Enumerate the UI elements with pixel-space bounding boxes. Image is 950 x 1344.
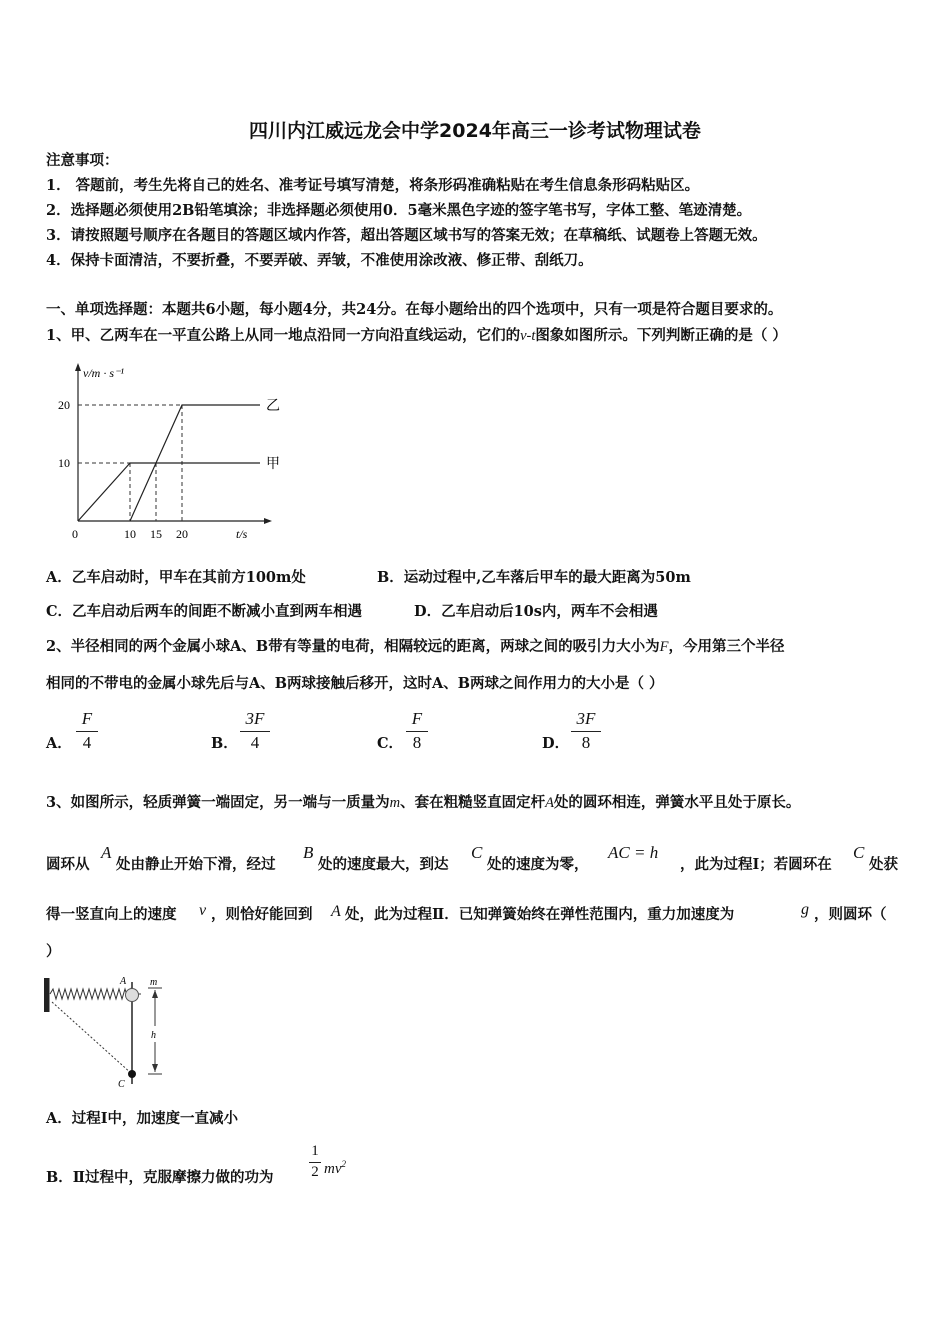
q2-option-b-num: 3F <box>245 709 265 728</box>
q3-option-b-den: 2 <box>311 1164 319 1180</box>
x-axis-arrow <box>264 518 272 524</box>
q1-option-d: D．乙车启动后10s内，两车不会相遇 <box>414 603 658 620</box>
spring-ring-figure <box>40 972 180 1094</box>
q2-option-d-den: 8 <box>581 733 591 752</box>
q3-l2c: 处的速度最大，到达 <box>318 856 449 873</box>
q2-line-1b: ，今用第三个半径 <box>668 638 785 655</box>
q3-l2e: ，此为过程Ⅰ；若圆环在 <box>680 856 832 873</box>
y-tick-label-10: 10 <box>58 456 70 470</box>
q1-option-b: B．运动过程中,乙车落后甲车的最大距离为50m <box>377 569 691 586</box>
q2-option-c-num: F <box>411 709 423 728</box>
q2-option-c-den: 8 <box>412 733 422 752</box>
q3-l2-a-symbol: A <box>101 843 112 862</box>
q2-option-b-label: B． <box>211 735 238 752</box>
series-label-jia: 甲 <box>266 457 280 472</box>
q3-option-b: B．Ⅱ过程中，克服摩擦力做的功为 <box>46 1169 274 1186</box>
q3-velocity-symbol: v <box>199 902 207 919</box>
q1-stem-a: 1、甲、乙两车在一平直公路上从同一地点沿同一方向沿直线运动，它们的 <box>46 327 521 344</box>
q2-option-a-fraction <box>76 709 98 753</box>
q3-l3d: ，则圆环（ <box>814 906 887 923</box>
q3-option-b-num: 1 <box>311 1143 319 1159</box>
q3-option-a: A．过程Ⅰ中，加速度一直减小 <box>46 1110 239 1127</box>
x-tick-label-20: 20 <box>176 527 188 541</box>
y-axis-arrow <box>75 363 81 371</box>
wall <box>44 978 49 1012</box>
q3-l2-c2-symbol: C <box>853 843 865 862</box>
q2-line-1a: 2、半径相同的两个金属小球A、B带有等量的电荷，相隔较远的距离，两球之间的吸引力大小为 <box>46 638 660 655</box>
x-axis-label: t/s <box>236 527 248 541</box>
q3-option-b-mv: mv <box>324 1161 342 1177</box>
q2-option-c-label: C． <box>377 735 404 752</box>
q3-mass-symbol: m <box>389 795 401 811</box>
fig-label-h: h <box>151 1030 156 1041</box>
notice-item-1: 1． 答题前，考生先将自己的姓名、准考证号填写清楚，将条形码准确粘贴在考生信息条形码粘贴区。 <box>46 177 700 194</box>
fig-label-c: C <box>118 1079 125 1090</box>
notice-item-3: 3．请按照题号顺序在各题目的答题区域内作答，超出答题区域书写的答案无效；在草稿纸、试题卷上答题无效。 <box>46 227 767 244</box>
notice-item-2: 2．选择题必须使用2B铅笔填涂；非选择题必须使用0．5毫米黑色字迹的签字笔书写，字体工整、笔迹清楚。 <box>46 202 752 219</box>
q2-option-d-num: 3F <box>576 709 596 728</box>
x-tick-label-15: 15 <box>150 527 162 541</box>
q3-l2-b-symbol: B <box>303 843 314 862</box>
q3-line-1 <box>46 794 800 812</box>
ring-c <box>128 1070 136 1078</box>
q2-line-2: 相同的不带电的金属小球先后与A、B两球接触后移开，这时A、B两球之间作用力的大小是（ ） <box>46 675 664 692</box>
q2-line-1 <box>46 638 784 656</box>
q3-point-a-symbol: A <box>545 795 554 811</box>
series-label-yi: 乙 <box>266 399 280 414</box>
y-axis-label: v/m · s⁻¹ <box>83 366 124 380</box>
q1-option-c: C．乙车启动后两车的间距不断减小直到两车相遇 <box>46 603 363 620</box>
q1-stem-b: 图象如图所示。下列判断正确的是（ ） <box>535 327 787 344</box>
q3-l4: ） <box>46 943 61 960</box>
q3-l3b: ，则恰好能回到 <box>211 906 313 923</box>
q3-option-b-fraction <box>309 1143 321 1181</box>
q2-option-b-den: 4 <box>250 733 260 752</box>
q3-l2-c-symbol: C <box>471 843 483 862</box>
vt-graph <box>50 355 290 545</box>
q2-option-a-label: A． <box>46 735 72 752</box>
q2-option-a-num: F <box>81 709 93 728</box>
q1-option-a: A．乙车启动时，甲车在其前方100m处 <box>46 569 306 586</box>
page-title: 四川内江威远龙会中学2024年高三一诊考试物理试卷 <box>249 120 701 142</box>
q1-stem <box>46 327 787 345</box>
q2-force-symbol: F <box>659 639 669 655</box>
q2-option-a-den: 4 <box>82 733 92 752</box>
q2-option-c-fraction <box>406 709 428 753</box>
fig-label-m: m <box>150 977 158 988</box>
series-line-jia <box>78 463 260 521</box>
x-tick-label-10: 10 <box>124 527 136 541</box>
notice-heading: 注意事项： <box>46 152 119 169</box>
q3-l2d: 处的速度为零， <box>487 856 589 873</box>
q3-l1c: 处的圆环相连，弹簧水平且处于原长。 <box>553 794 801 811</box>
q3-gravity-symbol: g <box>801 901 809 918</box>
y-tick-label-20: 20 <box>58 398 70 412</box>
fig-label-a: A <box>120 976 127 987</box>
q3-l1b: 、套在粗糙竖直固定杆 <box>400 794 546 811</box>
section-heading: 一、单项选择题：本题共6小题，每小题4分，共24分。在每小题给出的四个选项中，只有一项是符合题目要求的。 <box>46 301 783 318</box>
q2-option-b-fraction <box>240 709 270 753</box>
q3-l3-a-symbol: A <box>331 903 341 920</box>
q3-l2f: 处获 <box>869 856 898 873</box>
q2-option-d-fraction <box>571 709 601 753</box>
q2-option-d-label: D． <box>542 735 570 752</box>
q3-l1a: 3、如图所示，轻质弹簧一端固定，另一端与一质量为 <box>46 794 390 811</box>
q3-option-b-expr <box>324 1155 346 1178</box>
q3-l3c: 处，此为过程Ⅱ．已知弹簧始终在弹性范围内，重力加速度为 <box>345 906 735 923</box>
q3-option-b-exponent: 2 <box>341 1159 346 1169</box>
ring-a <box>126 989 139 1002</box>
q3-l3a: 得一竖直向上的速度 <box>46 906 177 923</box>
notice-item-4: 4．保持卡面清洁，不要折叠，不要弄破、弄皱，不准使用涂改液、修正带、刮纸刀。 <box>46 252 593 269</box>
x-tick-label-0: 0 <box>72 527 78 541</box>
q3-l2b: 处由静止开始下滑，经过 <box>116 856 276 873</box>
q3-ac-equals-h: AC = h <box>608 843 659 862</box>
q3-l2a: 圆环从 <box>46 856 90 873</box>
spring-at-c-dotted <box>52 1002 132 1074</box>
q1-stem-vt: v-t <box>520 328 536 344</box>
